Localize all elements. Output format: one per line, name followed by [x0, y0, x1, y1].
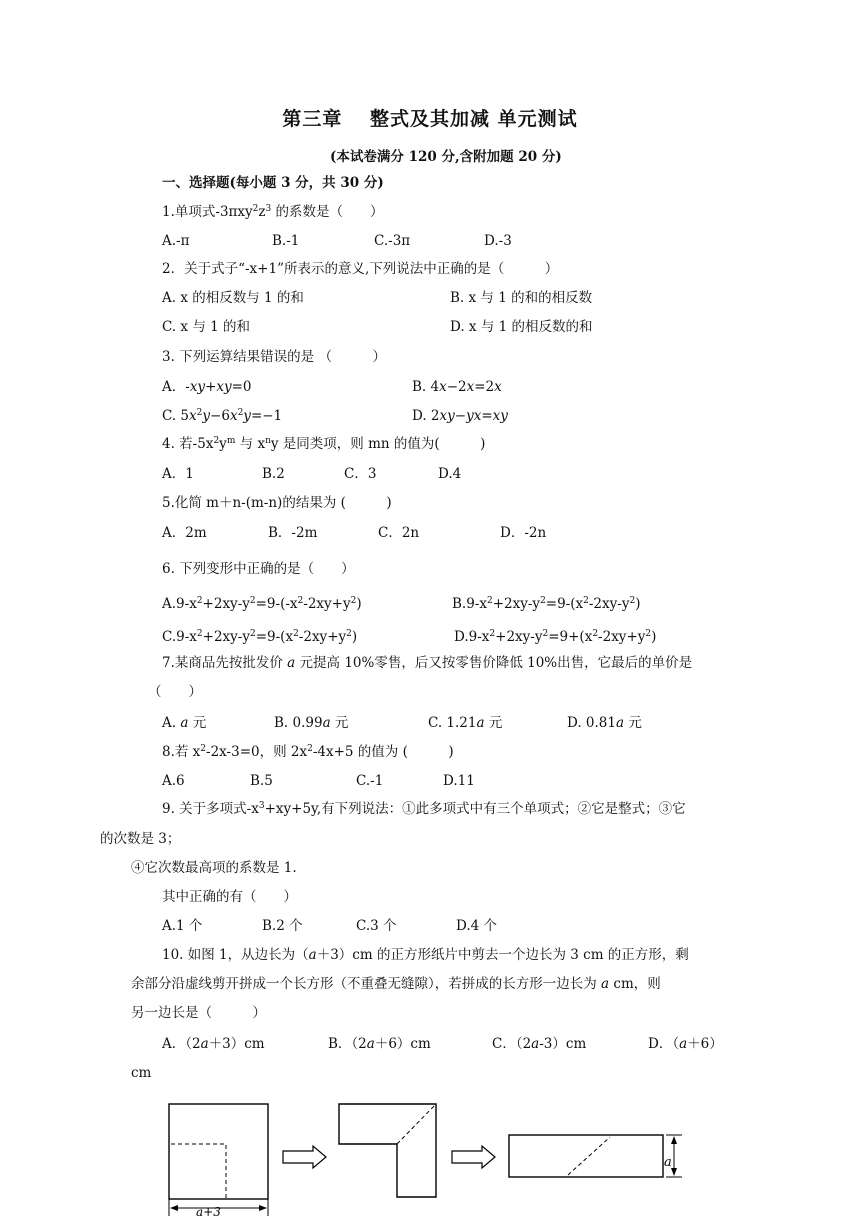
q6-option-c: $C.9-x^2+2xy-y^2=9-(x^2-2xy+y^2)$: [162, 629, 358, 645]
q3-option-c: C. $5x^2y-6x^2y=-1$: [162, 408, 283, 424]
question-7-bracket: （ ）: [148, 684, 202, 700]
question-10-line3: 另一边长是（ ）: [131, 1005, 266, 1021]
l-shape-piece: [339, 1104, 436, 1197]
q7-option-a: A. a 元: [162, 715, 207, 731]
question-4-stem: 4. 若$-5x^2y^m$ 与 $x^ny$ 是同类项，则 mn 的值为( ): [162, 436, 486, 452]
q1-option-a: A.-π: [162, 233, 190, 249]
q10-option-c: C．（2a-3）cm: [492, 1036, 587, 1052]
q10-option-d-unit: cm: [131, 1065, 152, 1081]
question-9-line4: 其中正确的有（ ）: [162, 889, 297, 905]
q3-option-a: A．-xy+xy=0: [162, 379, 252, 395]
q8-option-c: C.-1: [356, 773, 384, 789]
q5-option-d: D．-2n: [500, 525, 547, 541]
q4-option-b: B.2: [262, 466, 285, 482]
q6-option-d: $D.9-x^2+2xy-y^2=9+(x^2-2xy+y^2)$: [454, 629, 657, 645]
q3-option-b: B. 4x−2x=2x: [412, 379, 502, 395]
l-shape-diagonal: [397, 1104, 436, 1144]
side-label: a: [664, 1155, 672, 1170]
q7-option-c: C. 1.21a 元: [428, 715, 503, 731]
q5-option-a: A．2m: [162, 525, 207, 541]
transform-arrow-1: [283, 1146, 326, 1168]
page-title: 第三章 整式及其加减 单元测试: [282, 108, 578, 130]
dim-arrow-left: [170, 1205, 178, 1211]
q4-option-c: C．3: [344, 466, 377, 482]
question-10-line2: 余部分沿虚线剪开拼成一个长方形（不重叠无缝隙），若拼成的长方形一边长为 a cm，则: [131, 976, 661, 992]
q8-option-d: D.11: [443, 773, 475, 789]
q1-option-b: B.-1: [272, 233, 300, 249]
q10-option-d: D．（a＋6）: [648, 1036, 723, 1052]
q9-option-d: D.4 个: [456, 918, 498, 934]
side-arrow-top: [671, 1136, 677, 1144]
question-9-stem: 9. 关于多项式$-x^3+xy+5y$,有下列说法：①此多项式中有三个单项式；②它是整式；③它: [162, 801, 686, 817]
question-9-line3: ④它次数最高项的系数是 1.: [131, 860, 297, 876]
question-3-stem: 3. 下列运算结果错误的是 （ ）: [162, 349, 386, 365]
q6-option-a: $A.9-x^2+2xy-y^2=9-(-x^2-2xy+y^2)$: [162, 596, 362, 612]
q10-option-b: B．（2a＋6）cm: [328, 1036, 431, 1052]
q2-option-b: B. x 与 1 的和的相反数: [450, 290, 593, 306]
q8-option-a: A.6: [162, 773, 185, 789]
cut-dashed-line: [171, 1144, 226, 1198]
q2-option-d: D. x 与 1 的相反数的和: [450, 319, 593, 335]
q9-option-b: B.2 个: [262, 918, 303, 934]
q5-option-b: B．-2m: [268, 525, 318, 541]
rectangle-dashed-line: [568, 1137, 610, 1175]
q7-option-b: B. 0.99a 元: [274, 715, 349, 731]
q9-option-a: A.1 个: [162, 918, 203, 934]
transform-arrow-2: [452, 1146, 495, 1168]
page-subtitle: (本试卷满分 120 分,含附加题 20 分): [330, 149, 562, 165]
q4-option-d: D.4: [438, 466, 462, 482]
question-10-stem: 10. 如图 1，从边长为（a＋3）cm 的正方形纸片中剪去一个边长为 3 cm 的正方形，剩: [162, 947, 689, 963]
side-arrow-bottom: [671, 1168, 677, 1176]
q1-option-c: C.-3π: [374, 233, 411, 249]
q8-option-b: B.5: [250, 773, 273, 789]
q9-option-c: C.3 个: [356, 918, 397, 934]
dim-arrow-right: [259, 1205, 267, 1211]
question-5-stem: 5.化简 m＋n-(m-n)的结果为 ( ): [162, 495, 392, 511]
question-2-stem: 2．关于式子“-x+1”所表示的意义,下列说法中正确的是（ ）: [162, 261, 559, 277]
dim-label: a+3: [196, 1205, 221, 1216]
q3-option-d: D. 2xy−yx=xy: [412, 408, 508, 424]
q4-option-a: A．1: [162, 466, 194, 482]
q10-option-a: A．（2a＋3）cm: [162, 1036, 265, 1052]
question-8-stem: 8.若 $x^2-2x-3=0$，则 $2x^2-4x+5$ 的值为 ( ): [162, 744, 454, 760]
question-7-stem: 7.某商品先按批发价 a 元提高 10%零售，后又按零售价降低 10%出售，它最后的单价是: [162, 655, 693, 671]
section-heading: 一、选择题(每小题 3 分，共 30 分): [162, 175, 384, 191]
question-9-line2: 的次数是 3；: [100, 831, 181, 847]
question-6-stem: 6. 下列变形中正确的是（ ）: [162, 561, 355, 577]
q2-option-c: C. x 与 1 的和: [162, 319, 251, 335]
result-rectangle: [509, 1135, 663, 1177]
q2-option-a: A. x 的相反数与 1 的和: [162, 290, 304, 306]
question-1-stem: 1.单项式$-3\pi xy^2z^3$ 的系数是（ ）: [162, 204, 384, 220]
q7-option-d: D. 0.81a 元: [567, 715, 642, 731]
original-square: [169, 1104, 268, 1199]
q6-option-b: $B.9-x^2+2xy-y^2=9-(x^2-2xy-y^2)$: [452, 596, 641, 612]
q1-option-d: D.-3: [484, 233, 512, 249]
q5-option-c: C．2n: [378, 525, 420, 541]
